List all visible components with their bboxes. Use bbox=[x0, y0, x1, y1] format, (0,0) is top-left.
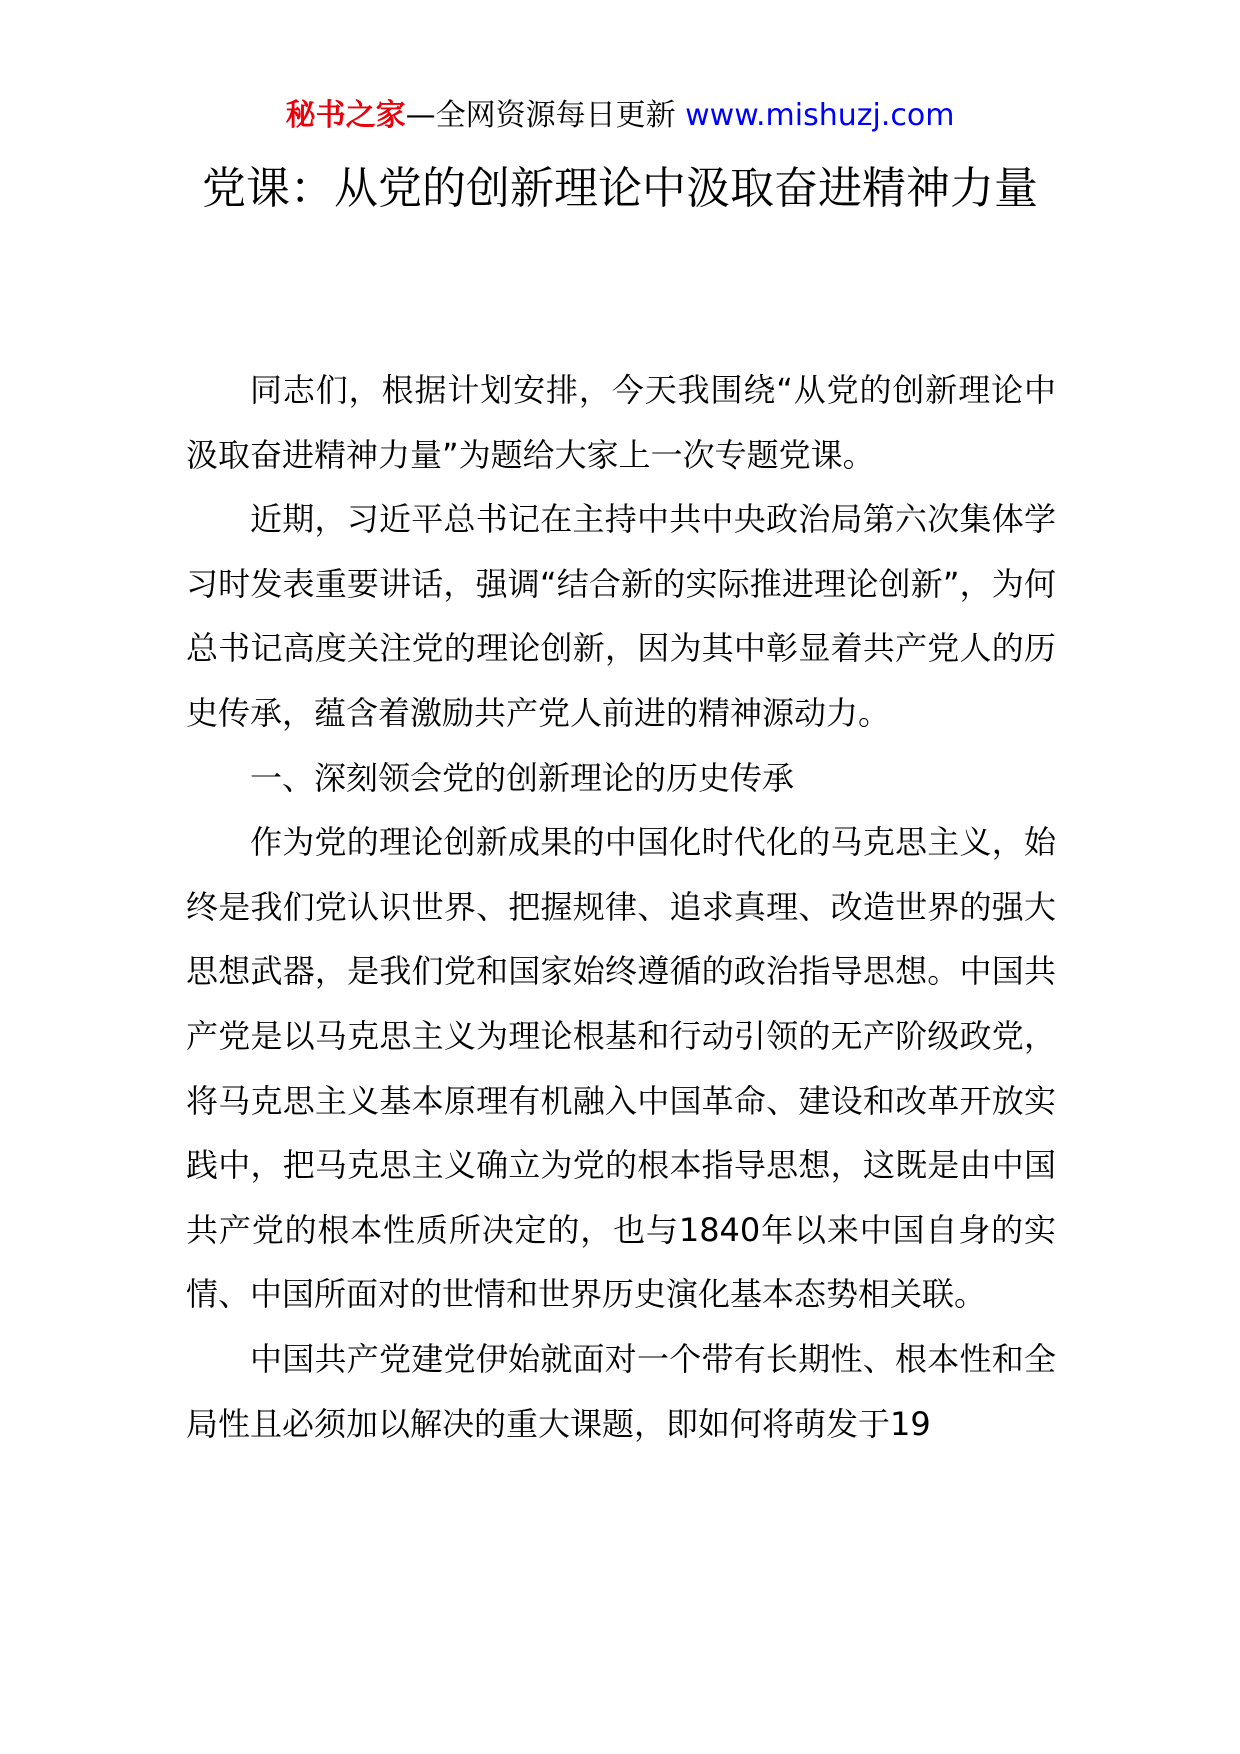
header-tagline: —全网资源每日更新 bbox=[405, 98, 686, 133]
paragraph-background: 近期，习近平总书记在主持中共中央政治局第六次集体学习时发表重要讲话，强调“结合新的实际推进理论创新”，为何总书记高度关注党的理论创新，因为其中彰显着共产党人的历史传承，蕴含着激励共产党人前进的精神源动力。 bbox=[186, 500, 1056, 732]
section-heading-1: 一、深刻领会党的创新理论的历史传承 bbox=[250, 758, 795, 797]
paragraph-continued: 中国共产党建党伊始就面对一个带有长期性、根本性和全局性且必须加以解决的重大课题，即如何将萌发于19 bbox=[186, 1339, 1056, 1443]
site-header bbox=[0, 98, 1240, 134]
document-body bbox=[186, 358, 1056, 1456]
site-url-link[interactable]: www.mishuzj.com bbox=[685, 98, 955, 133]
document-title: 党课：从党的创新理论中汲取奋进精神力量 bbox=[202, 163, 1038, 214]
paragraph-intro: 同志们，根据计划安排，今天我围绕“从党的创新理论中汲取奋进精神力量”为题给大家上一次专题党课。 bbox=[186, 371, 1056, 474]
brand-name: 秘书之家 bbox=[285, 98, 406, 133]
paragraph-section-1: 作为党的理论创新成果的中国化时代化的马克思主义，始终是我们党认识世界、把握规律、追求真理、改造世界的强大思想武器，是我们党和国家始终遵循的政治指导思想。中国共产党是以马克思主义为理论根基和行动引领的无产阶级政党，将马克思主义基本原理有机融入中国革命、建设和改革开放实践中，把马克思主义确立为党的根本指导思想，这既是由中国共产党的根本性质所决定的，也与1840年以来中国自身的实情、中国所面对的世情和世界历史演化基本态势相关联。 bbox=[186, 823, 1056, 1314]
